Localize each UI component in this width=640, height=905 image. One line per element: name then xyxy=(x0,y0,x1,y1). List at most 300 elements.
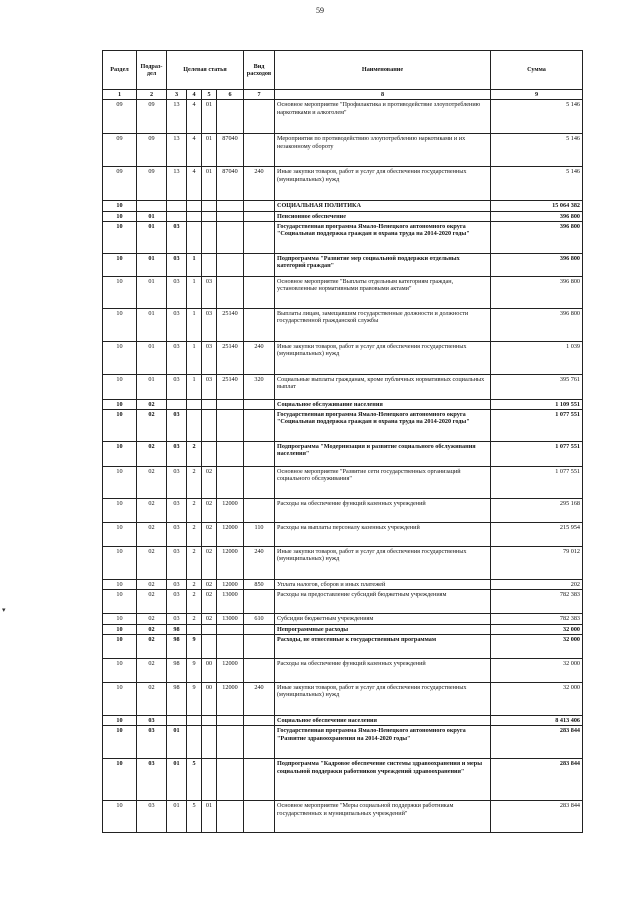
cell-celevaya-1: 03 xyxy=(167,523,187,547)
table-row xyxy=(103,499,583,523)
cell-naimenovanie: Подпрограмма "Модернизация и развитие социального обслуживания населения" xyxy=(275,442,491,467)
cell-podrazdel: 02 xyxy=(137,683,167,716)
cell-celevaya-3 xyxy=(202,221,217,253)
cell-naimenovanie: Расходы на обеспечение функций казенных учреждений xyxy=(275,659,491,683)
header-number: 4 xyxy=(187,90,202,100)
cell-celevaya-1: 03 xyxy=(167,580,187,590)
cell-razdel: 10 xyxy=(103,759,137,801)
cell-podrazdel: 02 xyxy=(137,410,167,442)
cell-summa: 202 xyxy=(491,580,583,590)
table-row xyxy=(103,523,583,547)
cell-celevaya-2: 2 xyxy=(187,442,202,467)
cell-celevaya-2: 4 xyxy=(187,100,202,134)
cell-vid-rashodov xyxy=(244,726,275,759)
cell-celevaya-4 xyxy=(217,276,244,308)
cell-razdel: 10 xyxy=(103,499,137,523)
cell-naimenovanie: Основное мероприятие "Профилактика и противодействие злоупотреблению наркотиками и алкоголем" xyxy=(275,100,491,134)
cell-podrazdel: 02 xyxy=(137,624,167,634)
cell-celevaya-3: 03 xyxy=(202,341,217,374)
header-number: 7 xyxy=(244,90,275,100)
cell-celevaya-3: 00 xyxy=(202,683,217,716)
cell-razdel: 10 xyxy=(103,308,137,341)
cell-celevaya-4 xyxy=(217,211,244,221)
scan-mark: ▾ xyxy=(2,606,6,614)
cell-celevaya-4 xyxy=(217,221,244,253)
cell-naimenovanie: Расходы на предоставление субсидий бюджетным учреждениям xyxy=(275,590,491,614)
cell-celevaya-2: 2 xyxy=(187,499,202,523)
header-number: 9 xyxy=(491,90,583,100)
cell-naimenovanie: Государственная программа Ямало-Ненецкого автономного округа "Социальная поддержка граждан и охрана труда на 2014-2020 годы" xyxy=(275,221,491,253)
cell-naimenovanie: Государственная программа Ямало-Ненецкого автономного округа "Социальная поддержка граждан и охрана труда на 2014-2020 годы" xyxy=(275,410,491,442)
cell-naimenovanie: Основное мероприятие "Развитие сети государственных организаций социального обслуживания" xyxy=(275,467,491,499)
cell-celevaya-2 xyxy=(187,399,202,409)
cell-celevaya-4: 25140 xyxy=(217,341,244,374)
cell-vid-rashodov: 850 xyxy=(244,580,275,590)
cell-razdel: 09 xyxy=(103,100,137,134)
cell-naimenovanie: Подпрограмма "Развитие мер социальной поддержки отдельных категорий граждан" xyxy=(275,253,491,276)
table-row xyxy=(103,467,583,499)
cell-celevaya-3: 01 xyxy=(202,167,217,201)
cell-vid-rashodov: 240 xyxy=(244,167,275,201)
cell-celevaya-2 xyxy=(187,211,202,221)
cell-celevaya-1: 98 xyxy=(167,659,187,683)
cell-summa: 283 844 xyxy=(491,759,583,801)
cell-razdel: 10 xyxy=(103,442,137,467)
cell-celevaya-4 xyxy=(217,801,244,833)
header-razdel: Раздел xyxy=(103,51,137,90)
cell-summa: 5 146 xyxy=(491,134,583,167)
cell-celevaya-2 xyxy=(187,716,202,726)
table-row xyxy=(103,624,583,634)
cell-razdel: 09 xyxy=(103,167,137,201)
cell-celevaya-3: 03 xyxy=(202,374,217,399)
cell-razdel: 10 xyxy=(103,221,137,253)
cell-razdel: 10 xyxy=(103,276,137,308)
cell-razdel: 10 xyxy=(103,683,137,716)
cell-podrazdel: 03 xyxy=(137,759,167,801)
cell-summa: 1 077 551 xyxy=(491,467,583,499)
cell-summa: 395 761 xyxy=(491,374,583,399)
cell-vid-rashodov: 240 xyxy=(244,341,275,374)
table-row xyxy=(103,442,583,467)
cell-celevaya-3: 03 xyxy=(202,276,217,308)
cell-celevaya-4 xyxy=(217,410,244,442)
cell-razdel: 10 xyxy=(103,341,137,374)
cell-celevaya-1: 03 xyxy=(167,614,187,624)
cell-podrazdel: 01 xyxy=(137,211,167,221)
cell-summa: 396 800 xyxy=(491,221,583,253)
cell-celevaya-4 xyxy=(217,100,244,134)
cell-podrazdel: 02 xyxy=(137,590,167,614)
cell-vid-rashodov: 240 xyxy=(244,683,275,716)
cell-celevaya-4: 25140 xyxy=(217,374,244,399)
table-row xyxy=(103,201,583,211)
cell-podrazdel: 01 xyxy=(137,221,167,253)
header-number: 5 xyxy=(202,90,217,100)
cell-vid-rashodov xyxy=(244,590,275,614)
cell-celevaya-2 xyxy=(187,624,202,634)
cell-celevaya-4: 25140 xyxy=(217,308,244,341)
cell-celevaya-1 xyxy=(167,716,187,726)
cell-celevaya-4 xyxy=(217,442,244,467)
cell-naimenovanie: Подпрограмма "Кадровое обеспечение системы здравоохранения и меры социальной поддержки работников учреждений здравоохранения" xyxy=(275,759,491,801)
cell-celevaya-2: 9 xyxy=(187,683,202,716)
cell-celevaya-1: 03 xyxy=(167,410,187,442)
cell-vid-rashodov xyxy=(244,467,275,499)
cell-celevaya-3: 02 xyxy=(202,499,217,523)
table-row xyxy=(103,580,583,590)
cell-celevaya-1: 03 xyxy=(167,253,187,276)
cell-celevaya-3: 02 xyxy=(202,547,217,580)
cell-celevaya-4 xyxy=(217,759,244,801)
cell-celevaya-2: 1 xyxy=(187,308,202,341)
cell-podrazdel: 02 xyxy=(137,580,167,590)
cell-summa: 1 109 551 xyxy=(491,399,583,409)
cell-naimenovanie: Социальные выплаты гражданам, кроме публичных нормативных социальных выплат xyxy=(275,374,491,399)
table-row xyxy=(103,635,583,659)
cell-razdel: 10 xyxy=(103,410,137,442)
cell-celevaya-2: 1 xyxy=(187,253,202,276)
cell-celevaya-1: 03 xyxy=(167,442,187,467)
table-row xyxy=(103,716,583,726)
table-row xyxy=(103,726,583,759)
cell-celevaya-4 xyxy=(217,635,244,659)
cell-summa: 396 800 xyxy=(491,253,583,276)
header-summa: Сумма xyxy=(491,51,583,90)
cell-razdel: 10 xyxy=(103,614,137,624)
cell-summa: 8 413 406 xyxy=(491,716,583,726)
cell-podrazdel: 02 xyxy=(137,547,167,580)
cell-vid-rashodov xyxy=(244,410,275,442)
cell-naimenovanie: Уплата налогов, сборов и иных платежей xyxy=(275,580,491,590)
cell-celevaya-1 xyxy=(167,201,187,211)
cell-celevaya-4: 87040 xyxy=(217,134,244,167)
cell-podrazdel: 01 xyxy=(137,374,167,399)
cell-celevaya-2: 4 xyxy=(187,167,202,201)
header-celevaya-statya: Целевая статья xyxy=(167,51,244,90)
cell-podrazdel: 09 xyxy=(137,134,167,167)
cell-celevaya-3: 02 xyxy=(202,590,217,614)
cell-podrazdel: 01 xyxy=(137,276,167,308)
cell-celevaya-2: 2 xyxy=(187,590,202,614)
cell-vid-rashodov xyxy=(244,442,275,467)
cell-podrazdel: 02 xyxy=(137,635,167,659)
table-row xyxy=(103,253,583,276)
cell-podrazdel: 02 xyxy=(137,399,167,409)
cell-razdel: 10 xyxy=(103,374,137,399)
cell-celevaya-4: 13000 xyxy=(217,590,244,614)
cell-celevaya-3: 01 xyxy=(202,134,217,167)
table-row xyxy=(103,134,583,167)
header-podrazdel: Подраз-дел xyxy=(137,51,167,90)
cell-razdel: 10 xyxy=(103,624,137,634)
cell-vid-rashodov: 610 xyxy=(244,614,275,624)
cell-celevaya-2: 2 xyxy=(187,547,202,580)
cell-naimenovanie: Основное мероприятие "Меры социальной поддержки работникам государственных и муниципальных учреждений" xyxy=(275,801,491,833)
cell-podrazdel: 01 xyxy=(137,308,167,341)
table-row xyxy=(103,100,583,134)
cell-podrazdel: 02 xyxy=(137,659,167,683)
cell-summa: 5 146 xyxy=(491,100,583,134)
header-number: 1 xyxy=(103,90,137,100)
header-vid-rashodov: Вид расходов xyxy=(244,51,275,90)
cell-razdel: 10 xyxy=(103,635,137,659)
cell-vid-rashodov xyxy=(244,276,275,308)
cell-celevaya-1: 98 xyxy=(167,683,187,716)
header-number: 6 xyxy=(217,90,244,100)
cell-vid-rashodov xyxy=(244,716,275,726)
cell-celevaya-4 xyxy=(217,467,244,499)
cell-celevaya-4: 12000 xyxy=(217,547,244,580)
cell-celevaya-1: 03 xyxy=(167,590,187,614)
cell-celevaya-3 xyxy=(202,716,217,726)
cell-celevaya-2: 5 xyxy=(187,759,202,801)
cell-celevaya-3 xyxy=(202,624,217,634)
cell-summa: 782 383 xyxy=(491,590,583,614)
cell-vid-rashodov xyxy=(244,211,275,221)
cell-podrazdel: 09 xyxy=(137,100,167,134)
table-row xyxy=(103,614,583,624)
cell-razdel: 10 xyxy=(103,659,137,683)
cell-summa: 32 000 xyxy=(491,659,583,683)
cell-summa: 782 383 xyxy=(491,614,583,624)
cell-summa: 283 844 xyxy=(491,726,583,759)
cell-celevaya-1: 03 xyxy=(167,221,187,253)
table-row xyxy=(103,547,583,580)
cell-celevaya-3: 01 xyxy=(202,100,217,134)
cell-celevaya-1: 13 xyxy=(167,100,187,134)
cell-celevaya-1: 01 xyxy=(167,801,187,833)
budget-table xyxy=(102,50,583,833)
cell-vid-rashodov xyxy=(244,635,275,659)
cell-celevaya-1: 98 xyxy=(167,635,187,659)
table-row xyxy=(103,341,583,374)
cell-naimenovanie: СОЦИАЛЬНАЯ ПОЛИТИКА xyxy=(275,201,491,211)
table-row xyxy=(103,276,583,308)
table-row xyxy=(103,683,583,716)
cell-razdel: 10 xyxy=(103,201,137,211)
cell-vid-rashodov xyxy=(244,221,275,253)
cell-podrazdel xyxy=(137,201,167,211)
cell-celevaya-1: 13 xyxy=(167,134,187,167)
cell-razdel: 10 xyxy=(103,580,137,590)
cell-celevaya-4 xyxy=(217,624,244,634)
cell-summa: 32 000 xyxy=(491,635,583,659)
cell-razdel: 09 xyxy=(103,134,137,167)
cell-summa: 79 012 xyxy=(491,547,583,580)
table-row xyxy=(103,221,583,253)
cell-vid-rashodov: 110 xyxy=(244,523,275,547)
table-row xyxy=(103,211,583,221)
cell-summa: 283 844 xyxy=(491,801,583,833)
cell-celevaya-4: 13000 xyxy=(217,614,244,624)
cell-celevaya-1: 01 xyxy=(167,759,187,801)
cell-podrazdel: 02 xyxy=(137,467,167,499)
cell-podrazdel: 03 xyxy=(137,716,167,726)
cell-celevaya-4 xyxy=(217,726,244,759)
cell-celevaya-4: 12000 xyxy=(217,683,244,716)
header-number: 3 xyxy=(167,90,187,100)
cell-celevaya-3 xyxy=(202,399,217,409)
cell-celevaya-2: 2 xyxy=(187,614,202,624)
cell-naimenovanie: Иные закупки товаров, работ и услуг для обеспечения государственных (муниципальных) нужд xyxy=(275,547,491,580)
cell-naimenovanie: Субсидии бюджетным учреждениям xyxy=(275,614,491,624)
cell-celevaya-3 xyxy=(202,253,217,276)
header-number: 8 xyxy=(275,90,491,100)
cell-naimenovanie: Расходы на обеспечение функций казенных учреждений xyxy=(275,499,491,523)
cell-celevaya-4: 12000 xyxy=(217,580,244,590)
cell-razdel: 10 xyxy=(103,523,137,547)
table-row xyxy=(103,590,583,614)
cell-summa: 1 077 551 xyxy=(491,442,583,467)
table-row xyxy=(103,801,583,833)
cell-celevaya-1 xyxy=(167,399,187,409)
cell-naimenovanie: Основное мероприятие "Выплаты отдельным категориям граждан, установленные нормативными правовыми актами" xyxy=(275,276,491,308)
header-number: 2 xyxy=(137,90,167,100)
cell-celevaya-1 xyxy=(167,211,187,221)
cell-celevaya-2 xyxy=(187,410,202,442)
cell-podrazdel: 09 xyxy=(137,167,167,201)
cell-celevaya-4 xyxy=(217,716,244,726)
cell-celevaya-1: 03 xyxy=(167,499,187,523)
cell-summa: 15 064 382 xyxy=(491,201,583,211)
cell-celevaya-3: 02 xyxy=(202,523,217,547)
cell-vid-rashodov xyxy=(244,759,275,801)
cell-vid-rashodov: 240 xyxy=(244,547,275,580)
cell-vid-rashodov xyxy=(244,253,275,276)
page-number: 59 xyxy=(316,6,324,15)
cell-vid-rashodov xyxy=(244,624,275,634)
header-numbers-row xyxy=(103,90,583,100)
cell-naimenovanie: Мероприятия по противодействию злоупотреблению наркотиками и их незаконному обороту xyxy=(275,134,491,167)
table-row xyxy=(103,659,583,683)
cell-celevaya-2: 2 xyxy=(187,467,202,499)
cell-celevaya-2: 1 xyxy=(187,374,202,399)
cell-summa: 1 077 551 xyxy=(491,410,583,442)
cell-naimenovanie: Иные закупки товаров, работ и услуг для обеспечения государственных (муниципальных) нужд xyxy=(275,683,491,716)
cell-podrazdel: 02 xyxy=(137,614,167,624)
cell-podrazdel: 01 xyxy=(137,341,167,374)
cell-celevaya-3: 01 xyxy=(202,801,217,833)
header-row xyxy=(103,51,583,90)
cell-celevaya-2: 5 xyxy=(187,801,202,833)
cell-celevaya-2 xyxy=(187,221,202,253)
cell-celevaya-3 xyxy=(202,211,217,221)
cell-celevaya-3 xyxy=(202,201,217,211)
cell-celevaya-4 xyxy=(217,253,244,276)
cell-razdel: 10 xyxy=(103,801,137,833)
cell-celevaya-2: 2 xyxy=(187,523,202,547)
cell-celevaya-3: 02 xyxy=(202,580,217,590)
cell-celevaya-1: 03 xyxy=(167,276,187,308)
cell-celevaya-2: 2 xyxy=(187,580,202,590)
cell-podrazdel: 01 xyxy=(137,253,167,276)
cell-celevaya-4 xyxy=(217,399,244,409)
cell-celevaya-3 xyxy=(202,410,217,442)
cell-vid-rashodov xyxy=(244,499,275,523)
cell-vid-rashodov xyxy=(244,399,275,409)
cell-celevaya-2: 1 xyxy=(187,341,202,374)
cell-celevaya-1: 01 xyxy=(167,726,187,759)
cell-celevaya-3: 02 xyxy=(202,614,217,624)
cell-razdel: 10 xyxy=(103,253,137,276)
cell-celevaya-2: 9 xyxy=(187,659,202,683)
budget-table-body xyxy=(103,100,583,833)
cell-razdel: 10 xyxy=(103,467,137,499)
cell-summa: 5 146 xyxy=(491,167,583,201)
cell-podrazdel: 02 xyxy=(137,523,167,547)
table-row xyxy=(103,399,583,409)
cell-summa: 32 000 xyxy=(491,624,583,634)
cell-naimenovanie: Социальное обслуживание населения xyxy=(275,399,491,409)
cell-naimenovanie: Непрограммные расходы xyxy=(275,624,491,634)
cell-celevaya-1: 03 xyxy=(167,374,187,399)
cell-celevaya-3 xyxy=(202,726,217,759)
cell-podrazdel: 02 xyxy=(137,442,167,467)
cell-celevaya-2: 4 xyxy=(187,134,202,167)
table-row xyxy=(103,308,583,341)
cell-celevaya-3 xyxy=(202,759,217,801)
cell-summa: 396 800 xyxy=(491,211,583,221)
cell-vid-rashodov xyxy=(244,134,275,167)
cell-naimenovanie: Государственная программа Ямало-Ненецкого автономного округа "Развитие здравоохранения на 2014-2020 годы" xyxy=(275,726,491,759)
cell-razdel: 10 xyxy=(103,211,137,221)
cell-celevaya-3: 02 xyxy=(202,467,217,499)
cell-celevaya-4: 12000 xyxy=(217,523,244,547)
cell-celevaya-3 xyxy=(202,635,217,659)
header-naimenovanie: Наименование xyxy=(275,51,491,90)
cell-vid-rashodov: 320 xyxy=(244,374,275,399)
cell-razdel: 10 xyxy=(103,399,137,409)
cell-razdel: 10 xyxy=(103,590,137,614)
cell-celevaya-1: 98 xyxy=(167,624,187,634)
cell-vid-rashodov xyxy=(244,801,275,833)
cell-celevaya-2 xyxy=(187,201,202,211)
cell-summa: 396 800 xyxy=(491,308,583,341)
cell-celevaya-4: 12000 xyxy=(217,499,244,523)
cell-celevaya-1: 03 xyxy=(167,341,187,374)
cell-celevaya-1: 13 xyxy=(167,167,187,201)
cell-podrazdel: 03 xyxy=(137,726,167,759)
cell-vid-rashodov xyxy=(244,308,275,341)
cell-naimenovanie: Расходы на выплаты персоналу казенных учреждений xyxy=(275,523,491,547)
cell-naimenovanie: Иные закупки товаров, работ и услуг для обеспечения государственных (муниципальных) нужд xyxy=(275,341,491,374)
cell-celevaya-2: 9 xyxy=(187,635,202,659)
cell-podrazdel: 03 xyxy=(137,801,167,833)
cell-naimenovanie: Расходы, не отнесенные к государственным программам xyxy=(275,635,491,659)
cell-celevaya-2 xyxy=(187,726,202,759)
cell-celevaya-1: 03 xyxy=(167,547,187,580)
cell-celevaya-3: 00 xyxy=(202,659,217,683)
table-row xyxy=(103,374,583,399)
cell-celevaya-4: 87040 xyxy=(217,167,244,201)
cell-razdel: 10 xyxy=(103,716,137,726)
cell-summa: 295 168 xyxy=(491,499,583,523)
table-row xyxy=(103,167,583,201)
cell-celevaya-2: 1 xyxy=(187,276,202,308)
cell-vid-rashodov xyxy=(244,659,275,683)
cell-celevaya-4: 12000 xyxy=(217,659,244,683)
cell-vid-rashodov xyxy=(244,100,275,134)
cell-celevaya-4 xyxy=(217,201,244,211)
cell-celevaya-3: 03 xyxy=(202,308,217,341)
cell-summa: 1 039 xyxy=(491,341,583,374)
cell-celevaya-1: 03 xyxy=(167,308,187,341)
table-row xyxy=(103,410,583,442)
cell-razdel: 10 xyxy=(103,547,137,580)
cell-naimenovanie: Пенсионное обеспечение xyxy=(275,211,491,221)
cell-celevaya-3 xyxy=(202,442,217,467)
